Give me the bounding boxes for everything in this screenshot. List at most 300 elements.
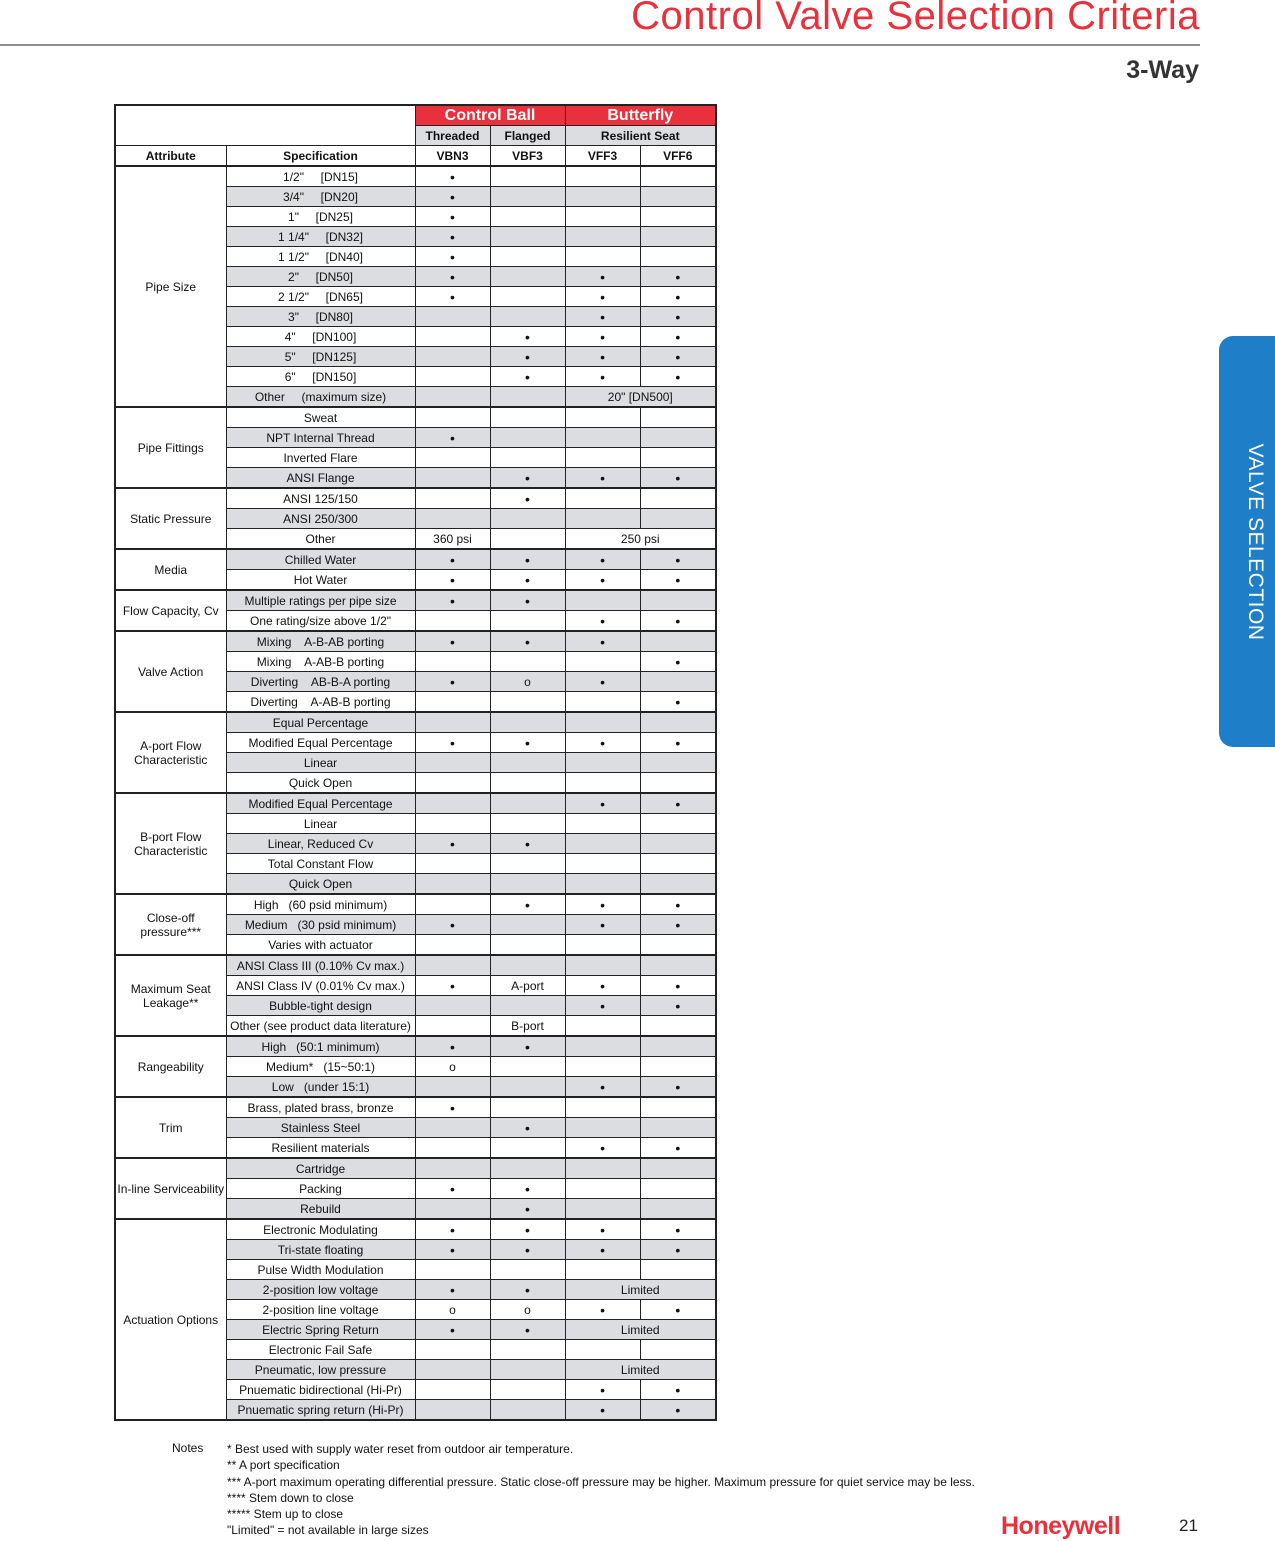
- value-cell: [565, 1016, 640, 1037]
- value-cell: •: [490, 549, 565, 570]
- value-cell: [565, 448, 640, 468]
- specification-cell: Other: [226, 529, 415, 550]
- attribute-cell: Maximum Seat Leakage**: [115, 955, 226, 1036]
- specification-cell: 1 1/2" [DN40]: [226, 247, 415, 267]
- value-cell: •: [565, 915, 640, 935]
- value-cell: [565, 1340, 640, 1360]
- value-cell: [490, 773, 565, 794]
- value-cell: [415, 327, 490, 347]
- value-cell: [565, 1036, 640, 1057]
- attribute-cell: Trim: [115, 1097, 226, 1158]
- value-cell: [490, 1138, 565, 1159]
- value-cell: 360 psi: [415, 529, 490, 550]
- value-cell: •: [565, 1138, 640, 1159]
- value-cell: •: [565, 1240, 640, 1260]
- specification-cell: Multiple ratings per pipe size: [226, 590, 415, 611]
- value-cell: [565, 874, 640, 895]
- value-cell: •: [415, 672, 490, 692]
- value-cell: o: [415, 1300, 490, 1320]
- value-cell: •: [490, 1280, 565, 1300]
- value-cell: [490, 407, 565, 428]
- specification-cell: Mixing A-B-AB porting: [226, 631, 415, 652]
- value-cell: [415, 935, 490, 956]
- value-cell: [415, 387, 490, 408]
- value-cell: •: [640, 733, 716, 753]
- honeywell-logo: Honeywell: [1001, 1512, 1121, 1540]
- value-cell: [565, 1057, 640, 1077]
- value-cell: [415, 468, 490, 489]
- value-cell: [565, 935, 640, 956]
- value-cell: •: [640, 611, 716, 632]
- value-cell: [490, 814, 565, 834]
- value-cell: •: [490, 834, 565, 854]
- attribute-cell: Pipe Fittings: [115, 407, 226, 488]
- value-cell: •: [490, 1219, 565, 1240]
- value-cell: •: [640, 307, 716, 327]
- value-cell: [640, 1179, 716, 1199]
- value-cell: [415, 1077, 490, 1098]
- specification-cell: Chilled Water: [226, 549, 415, 570]
- value-cell: •: [640, 652, 716, 672]
- value-cell: [640, 712, 716, 733]
- value-cell: [640, 509, 716, 529]
- note-line: "Limited" = not available in large sizes: [227, 1523, 429, 1538]
- value-cell: •: [565, 307, 640, 327]
- value-cell: •: [640, 468, 716, 489]
- value-cell: •: [640, 1077, 716, 1098]
- value-cell: [415, 1199, 490, 1220]
- value-cell: •: [640, 1380, 716, 1400]
- value-cell: •: [415, 590, 490, 611]
- specification-cell: ANSI 125/150: [226, 488, 415, 509]
- value-cell: [490, 247, 565, 267]
- value-cell: [640, 247, 716, 267]
- table-row: [115, 631, 716, 652]
- value-cell: •: [415, 733, 490, 753]
- value-cell: [490, 509, 565, 529]
- value-cell: •: [490, 590, 565, 611]
- value-cell: [565, 814, 640, 834]
- value-cell: [565, 166, 640, 187]
- specification-cell: Rebuild: [226, 1199, 415, 1220]
- value-cell: [415, 692, 490, 713]
- specification-cell: Pnuematic spring return (Hi-Pr): [226, 1400, 415, 1421]
- value-cell: [490, 1400, 565, 1421]
- value-cell: [415, 509, 490, 529]
- specification-cell: Modified Equal Percentage: [226, 733, 415, 753]
- specification-cell: Modified Equal Percentage: [226, 793, 415, 814]
- value-cell: [565, 1199, 640, 1220]
- specification-cell: Medium* (15~50:1): [226, 1057, 415, 1077]
- value-cell: [415, 367, 490, 387]
- value-cell: [565, 692, 640, 713]
- value-cell: [490, 996, 565, 1016]
- value-cell: •: [565, 1077, 640, 1098]
- value-cell: [415, 793, 490, 814]
- specification-cell: Linear: [226, 753, 415, 773]
- attribute-cell: Pipe Size: [115, 166, 226, 407]
- attribute-cell: In-line Serviceability: [115, 1158, 226, 1219]
- value-cell: [490, 1260, 565, 1280]
- value-cell: •: [490, 468, 565, 489]
- specification-cell: 3/4" [DN20]: [226, 187, 415, 207]
- col-header-vbf3: VBF3: [490, 146, 565, 167]
- value-cell: [490, 287, 565, 307]
- value-cell: •: [490, 570, 565, 591]
- value-cell: [490, 387, 565, 408]
- value-cell: •: [415, 915, 490, 935]
- specification-cell: Pneumatic, low pressure: [226, 1360, 415, 1380]
- value-cell-spanning: 250 psi: [565, 529, 716, 550]
- table-row: [115, 1097, 716, 1118]
- value-cell: •: [415, 834, 490, 854]
- value-cell: [415, 874, 490, 895]
- value-cell: •: [640, 1240, 716, 1260]
- value-cell-spanning: Limited: [565, 1280, 716, 1300]
- value-cell: [640, 874, 716, 895]
- value-cell: •: [490, 1179, 565, 1199]
- value-cell: [565, 1260, 640, 1280]
- value-cell: [490, 712, 565, 733]
- value-cell: [415, 1118, 490, 1138]
- value-cell: [640, 935, 716, 956]
- value-cell: [415, 1158, 490, 1179]
- selection-table: [114, 104, 717, 1421]
- attribute-cell: Rangeability: [115, 1036, 226, 1097]
- value-cell: [565, 955, 640, 976]
- table-row: [115, 407, 716, 428]
- value-cell: [490, 652, 565, 672]
- value-cell: [565, 753, 640, 773]
- value-cell: [640, 1199, 716, 1220]
- value-cell: [490, 611, 565, 632]
- value-cell: •: [565, 267, 640, 287]
- value-cell: [565, 834, 640, 854]
- specification-cell: Medium (30 psid minimum): [226, 915, 415, 935]
- value-cell: [640, 1036, 716, 1057]
- value-cell: [415, 1138, 490, 1159]
- value-cell: [415, 955, 490, 976]
- value-cell: •: [490, 733, 565, 753]
- specification-cell: Brass, plated brass, bronze: [226, 1097, 415, 1118]
- value-cell: •: [640, 976, 716, 996]
- specification-cell: Resilient materials: [226, 1138, 415, 1159]
- value-cell: [640, 1097, 716, 1118]
- value-cell: •: [490, 1199, 565, 1220]
- specification-cell: Bubble-tight design: [226, 996, 415, 1016]
- specification-cell: 5" [DN125]: [226, 347, 415, 367]
- attribute-cell: B-port Flow Characteristic: [115, 793, 226, 894]
- specification-cell: Mixing A-AB-B porting: [226, 652, 415, 672]
- specification-cell: 4" [DN100]: [226, 327, 415, 347]
- value-cell: [490, 854, 565, 874]
- value-cell: •: [415, 166, 490, 187]
- value-cell: [490, 1360, 565, 1380]
- value-cell: [565, 712, 640, 733]
- value-cell: [490, 207, 565, 227]
- value-cell: •: [640, 1138, 716, 1159]
- value-cell: •: [565, 793, 640, 814]
- value-cell: [415, 407, 490, 428]
- value-cell: [565, 407, 640, 428]
- value-cell: [415, 652, 490, 672]
- attribute-cell: Static Pressure: [115, 488, 226, 549]
- value-cell: [640, 834, 716, 854]
- value-cell: •: [415, 1320, 490, 1340]
- value-cell: [415, 854, 490, 874]
- value-cell: •: [415, 549, 490, 570]
- value-cell: •: [490, 1118, 565, 1138]
- specification-cell: ANSI Class III (0.10% Cv max.): [226, 955, 415, 976]
- value-cell: •: [640, 692, 716, 713]
- value-cell: A-port: [490, 976, 565, 996]
- value-cell: [415, 347, 490, 367]
- specification-cell: NPT Internal Thread: [226, 428, 415, 448]
- specification-cell: 1 1/4" [DN32]: [226, 227, 415, 247]
- specification-cell: Other (see product data literature): [226, 1016, 415, 1037]
- value-cell: •: [415, 1097, 490, 1118]
- table-row: [115, 488, 716, 509]
- value-cell: •: [490, 1320, 565, 1340]
- note-line: ***** Stem up to close: [227, 1507, 344, 1522]
- value-cell: [490, 1380, 565, 1400]
- value-cell: [640, 1057, 716, 1077]
- value-cell: [640, 1158, 716, 1179]
- value-cell: •: [640, 915, 716, 935]
- value-cell: [640, 227, 716, 247]
- page-subtitle: 3-Way: [1126, 56, 1199, 84]
- value-cell: [415, 712, 490, 733]
- value-cell-spanning: Limited: [565, 1360, 716, 1380]
- note-line: *** A-port maximum operating differential pressure. Static close-off pressure may be higher. Maximum pressure for quiet service may be less.: [227, 1474, 975, 1489]
- value-cell: •: [415, 1280, 490, 1300]
- value-cell: [640, 590, 716, 611]
- value-cell: •: [565, 1380, 640, 1400]
- value-cell: •: [565, 1219, 640, 1240]
- value-cell: •: [565, 327, 640, 347]
- value-cell: [640, 631, 716, 652]
- value-cell: •: [415, 1219, 490, 1240]
- specification-cell: ANSI Class IV (0.01% Cv max.): [226, 976, 415, 996]
- value-cell: •: [565, 1300, 640, 1320]
- specification-cell: Electronic Modulating: [226, 1219, 415, 1240]
- value-cell: •: [415, 631, 490, 652]
- value-cell: [640, 1016, 716, 1037]
- specification-cell: One rating/size above 1/2": [226, 611, 415, 632]
- value-cell: •: [490, 488, 565, 509]
- specification-cell: 1/2" [DN15]: [226, 166, 415, 187]
- value-cell: [565, 488, 640, 509]
- value-cell: [415, 1360, 490, 1380]
- value-cell: •: [640, 894, 716, 915]
- table-row: [115, 590, 716, 611]
- specification-cell: Stainless Steel: [226, 1118, 415, 1138]
- value-cell: [640, 166, 716, 187]
- value-cell: [640, 672, 716, 692]
- value-cell: •: [640, 793, 716, 814]
- specification-cell: Linear, Reduced Cv: [226, 834, 415, 854]
- value-cell: [490, 915, 565, 935]
- value-cell: [415, 814, 490, 834]
- value-cell: [640, 753, 716, 773]
- title-rule: [0, 44, 1200, 46]
- specification-cell: ANSI Flange: [226, 468, 415, 489]
- value-cell: •: [640, 549, 716, 570]
- value-cell: •: [490, 367, 565, 387]
- col-header-vff3: VFF3: [565, 146, 640, 167]
- value-cell: [490, 793, 565, 814]
- table-row: [115, 1036, 716, 1057]
- attribute-cell: Media: [115, 549, 226, 590]
- specification-cell: 2" [DN50]: [226, 267, 415, 287]
- specification-cell: 2-position line voltage: [226, 1300, 415, 1320]
- value-cell: [415, 611, 490, 632]
- table-row: [115, 549, 716, 570]
- value-cell: [640, 407, 716, 428]
- note-line: ** A port specification: [227, 1458, 340, 1473]
- value-cell: •: [565, 367, 640, 387]
- value-cell: [490, 1057, 565, 1077]
- value-cell: [490, 1077, 565, 1098]
- table-row: [115, 1219, 716, 1240]
- value-cell: [640, 1340, 716, 1360]
- table-row: [115, 1158, 716, 1179]
- specification-cell: Pulse Width Modulation: [226, 1260, 415, 1280]
- value-cell: •: [565, 570, 640, 591]
- value-cell: [565, 854, 640, 874]
- value-cell: •: [415, 187, 490, 207]
- value-cell: o: [415, 1057, 490, 1077]
- table-row: [115, 894, 716, 915]
- value-cell: •: [640, 1300, 716, 1320]
- specification-cell: Hot Water: [226, 570, 415, 591]
- value-cell: •: [640, 1219, 716, 1240]
- value-cell: [565, 590, 640, 611]
- value-cell: •: [415, 428, 490, 448]
- value-cell: [640, 1260, 716, 1280]
- attribute-cell: A-port Flow Characteristic: [115, 712, 226, 793]
- value-cell: [565, 509, 640, 529]
- value-cell: •: [565, 631, 640, 652]
- attribute-cell: Close-off pressure***: [115, 894, 226, 955]
- value-cell: •: [415, 976, 490, 996]
- value-cell: •: [490, 327, 565, 347]
- col-header-vff6: VFF6: [640, 146, 716, 167]
- specification-cell: 2 1/2" [DN65]: [226, 287, 415, 307]
- specification-cell: Total Constant Flow: [226, 854, 415, 874]
- value-cell: •: [565, 996, 640, 1016]
- value-cell: [565, 652, 640, 672]
- value-cell: o: [490, 1300, 565, 1320]
- specification-cell: Pnuematic bidirectional (Hi-Pr): [226, 1380, 415, 1400]
- side-tab-label: VALVE SELECTION: [1244, 443, 1267, 640]
- value-cell: •: [565, 976, 640, 996]
- sub-header-threaded: Threaded: [415, 126, 490, 146]
- specification-cell: 3" [DN80]: [226, 307, 415, 327]
- value-cell: [565, 428, 640, 448]
- specification-cell: Equal Percentage: [226, 712, 415, 733]
- sub-header-flanged: Flanged: [490, 126, 565, 146]
- value-cell: [415, 1260, 490, 1280]
- value-cell: [490, 227, 565, 247]
- value-cell: [490, 1158, 565, 1179]
- value-cell: [490, 307, 565, 327]
- specification-cell: Low (under 15:1): [226, 1077, 415, 1098]
- specification-cell: 6" [DN150]: [226, 367, 415, 387]
- value-cell: [640, 854, 716, 874]
- value-cell: •: [565, 468, 640, 489]
- value-cell: •: [565, 1400, 640, 1421]
- note-line: * Best used with supply water reset from outdoor air temperature.: [227, 1442, 574, 1456]
- value-cell: •: [640, 367, 716, 387]
- specification-cell: Packing: [226, 1179, 415, 1199]
- value-cell: •: [490, 347, 565, 367]
- value-cell: •: [640, 1400, 716, 1421]
- col-header-specification: Specification: [226, 146, 415, 167]
- value-cell: [490, 529, 565, 550]
- specification-cell: High (50:1 minimum): [226, 1036, 415, 1057]
- value-cell: [640, 814, 716, 834]
- value-cell: [490, 267, 565, 287]
- value-cell: [640, 428, 716, 448]
- value-cell: [415, 488, 490, 509]
- value-cell: [415, 773, 490, 794]
- specification-cell: Quick Open: [226, 773, 415, 794]
- value-cell: •: [565, 894, 640, 915]
- value-cell: [565, 247, 640, 267]
- value-cell: [490, 428, 565, 448]
- specification-cell: Sweat: [226, 407, 415, 428]
- side-tab-valve-selection[interactable]: [1219, 336, 1275, 747]
- value-cell: [565, 187, 640, 207]
- specification-cell: ANSI 250/300: [226, 509, 415, 529]
- value-cell: [415, 1400, 490, 1421]
- value-cell: •: [640, 327, 716, 347]
- value-cell: •: [565, 549, 640, 570]
- value-cell: [490, 874, 565, 895]
- value-cell: •: [565, 347, 640, 367]
- value-cell: o: [490, 672, 565, 692]
- value-cell-spanning: 20" [DN500]: [565, 387, 716, 408]
- value-cell: •: [565, 672, 640, 692]
- specification-cell: Electric Spring Return: [226, 1320, 415, 1340]
- value-cell: [490, 692, 565, 713]
- value-cell: [640, 448, 716, 468]
- value-cell: [415, 1016, 490, 1037]
- value-cell: [415, 753, 490, 773]
- value-cell: •: [490, 1240, 565, 1260]
- value-cell: [415, 894, 490, 915]
- attribute-cell: Actuation Options: [115, 1219, 226, 1420]
- table-row: [115, 166, 716, 187]
- notes-list: [227, 1441, 975, 1539]
- value-cell: [490, 1097, 565, 1118]
- value-cell: •: [640, 347, 716, 367]
- sub-header-resilient-seat: Resilient Seat: [565, 126, 716, 146]
- attribute-cell: Flow Capacity, Cv: [115, 590, 226, 631]
- specification-cell: 2-position low voltage: [226, 1280, 415, 1300]
- value-cell: •: [640, 267, 716, 287]
- value-cell: •: [415, 570, 490, 591]
- specification-cell: High (60 psid minimum): [226, 894, 415, 915]
- value-cell: •: [565, 287, 640, 307]
- table-row: [115, 793, 716, 814]
- value-cell: [490, 955, 565, 976]
- notes-label: Notes: [172, 1441, 204, 1455]
- value-cell: [490, 935, 565, 956]
- group-header-butterfly: Butterfly: [565, 105, 716, 126]
- specification-cell: Other (maximum size): [226, 387, 415, 408]
